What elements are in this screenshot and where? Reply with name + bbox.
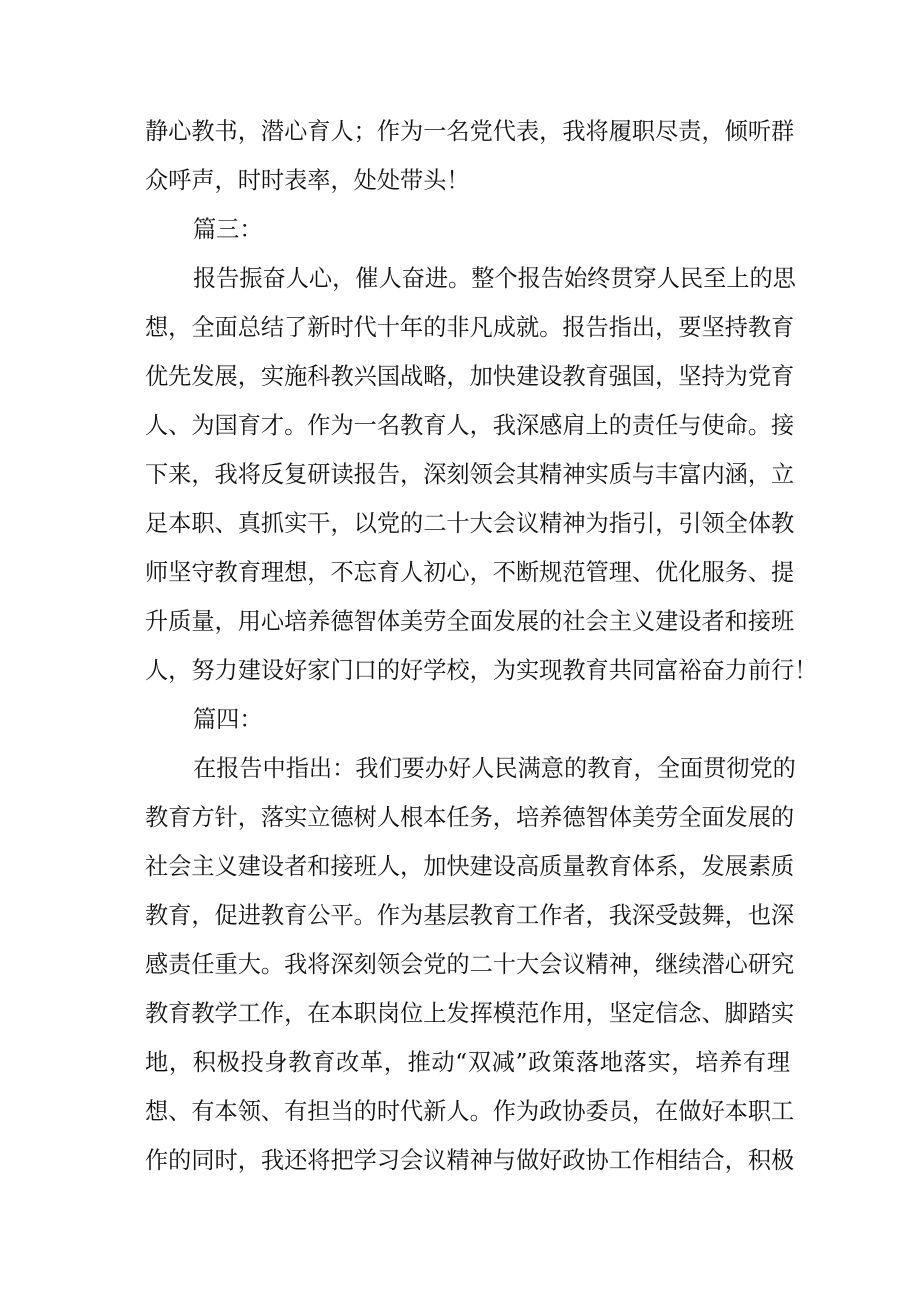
section-heading: 篇三： — [193, 216, 263, 243]
paragraph-line: 想、有本领、有担当的时代新人。作为政协委员，在做好本职工 — [145, 1098, 795, 1125]
paragraph-line: 感责任重大。我将深刻领会党的二十大会议精神，继续潜心研究 — [145, 951, 795, 978]
paragraph-line: 教育方针，落实立德树人根本任务，培养德智体美劳全面发展的 — [145, 804, 795, 831]
paragraph-line: 在报告中指出：我们要办好人民满意的教育，全面贯彻党的 — [193, 755, 796, 782]
paragraph-line: 人、为国育才。作为一名教育人，我深感肩上的责任与使命。接 — [145, 412, 795, 439]
paragraph-line: 想，全面总结了新时代十年的非凡成就。报告指出，要坚持教育 — [145, 314, 795, 341]
paragraph-line: 足本职、真抓实干，以党的二十大会议精神为指引，引领全体教 — [145, 510, 795, 537]
paragraph-line: 社会主义建设者和接班人，加快建设高质量教育体系，发展素质 — [145, 853, 795, 880]
paragraph-line: 人，努力建设好家门口的好学校，为实现教育共同富裕奋力前行！ — [145, 657, 818, 684]
paragraph-line: 地，积极投身教育改革，推动“双减”政策落地落实，培养有理 — [145, 1049, 790, 1076]
paragraph-line: 下来，我将反复研读报告，深刻领会其精神实质与丰富内涵，立 — [145, 461, 795, 488]
paragraph-line: 作的同时，我还将把学习会议精神与做好政协工作相结合，积极 — [145, 1147, 795, 1174]
paragraph-line: 师坚守教育理想，不忘育人初心，不断规范管理、优化服务、提 — [145, 559, 795, 586]
paragraph-line: 优先发展，实施科教兴国战略，加快建设教育强国，坚持为党育 — [145, 363, 795, 390]
section-heading: 篇四： — [193, 706, 263, 733]
paragraph-line: 教育教学工作，在本职岗位上发挥模范作用，坚定信念、脚踏实 — [145, 1000, 795, 1027]
paragraph-line: 静心教书，潜心育人；作为一名党代表，我将履职尽责，倾听群 — [145, 118, 795, 145]
paragraph-line: 升质量，用心培养德智体美劳全面发展的社会主义建设者和接班 — [145, 608, 795, 635]
paragraph-line: 报告振奋人心，催人奋进。整个报告始终贯穿人民至上的思 — [193, 265, 796, 292]
paragraph-line: 教育，促进教育公平。作为基层教育工作者，我深受鼓舞，也深 — [145, 902, 795, 929]
paragraph-line: 众呼声，时时表率，处处带头！ — [145, 167, 470, 194]
